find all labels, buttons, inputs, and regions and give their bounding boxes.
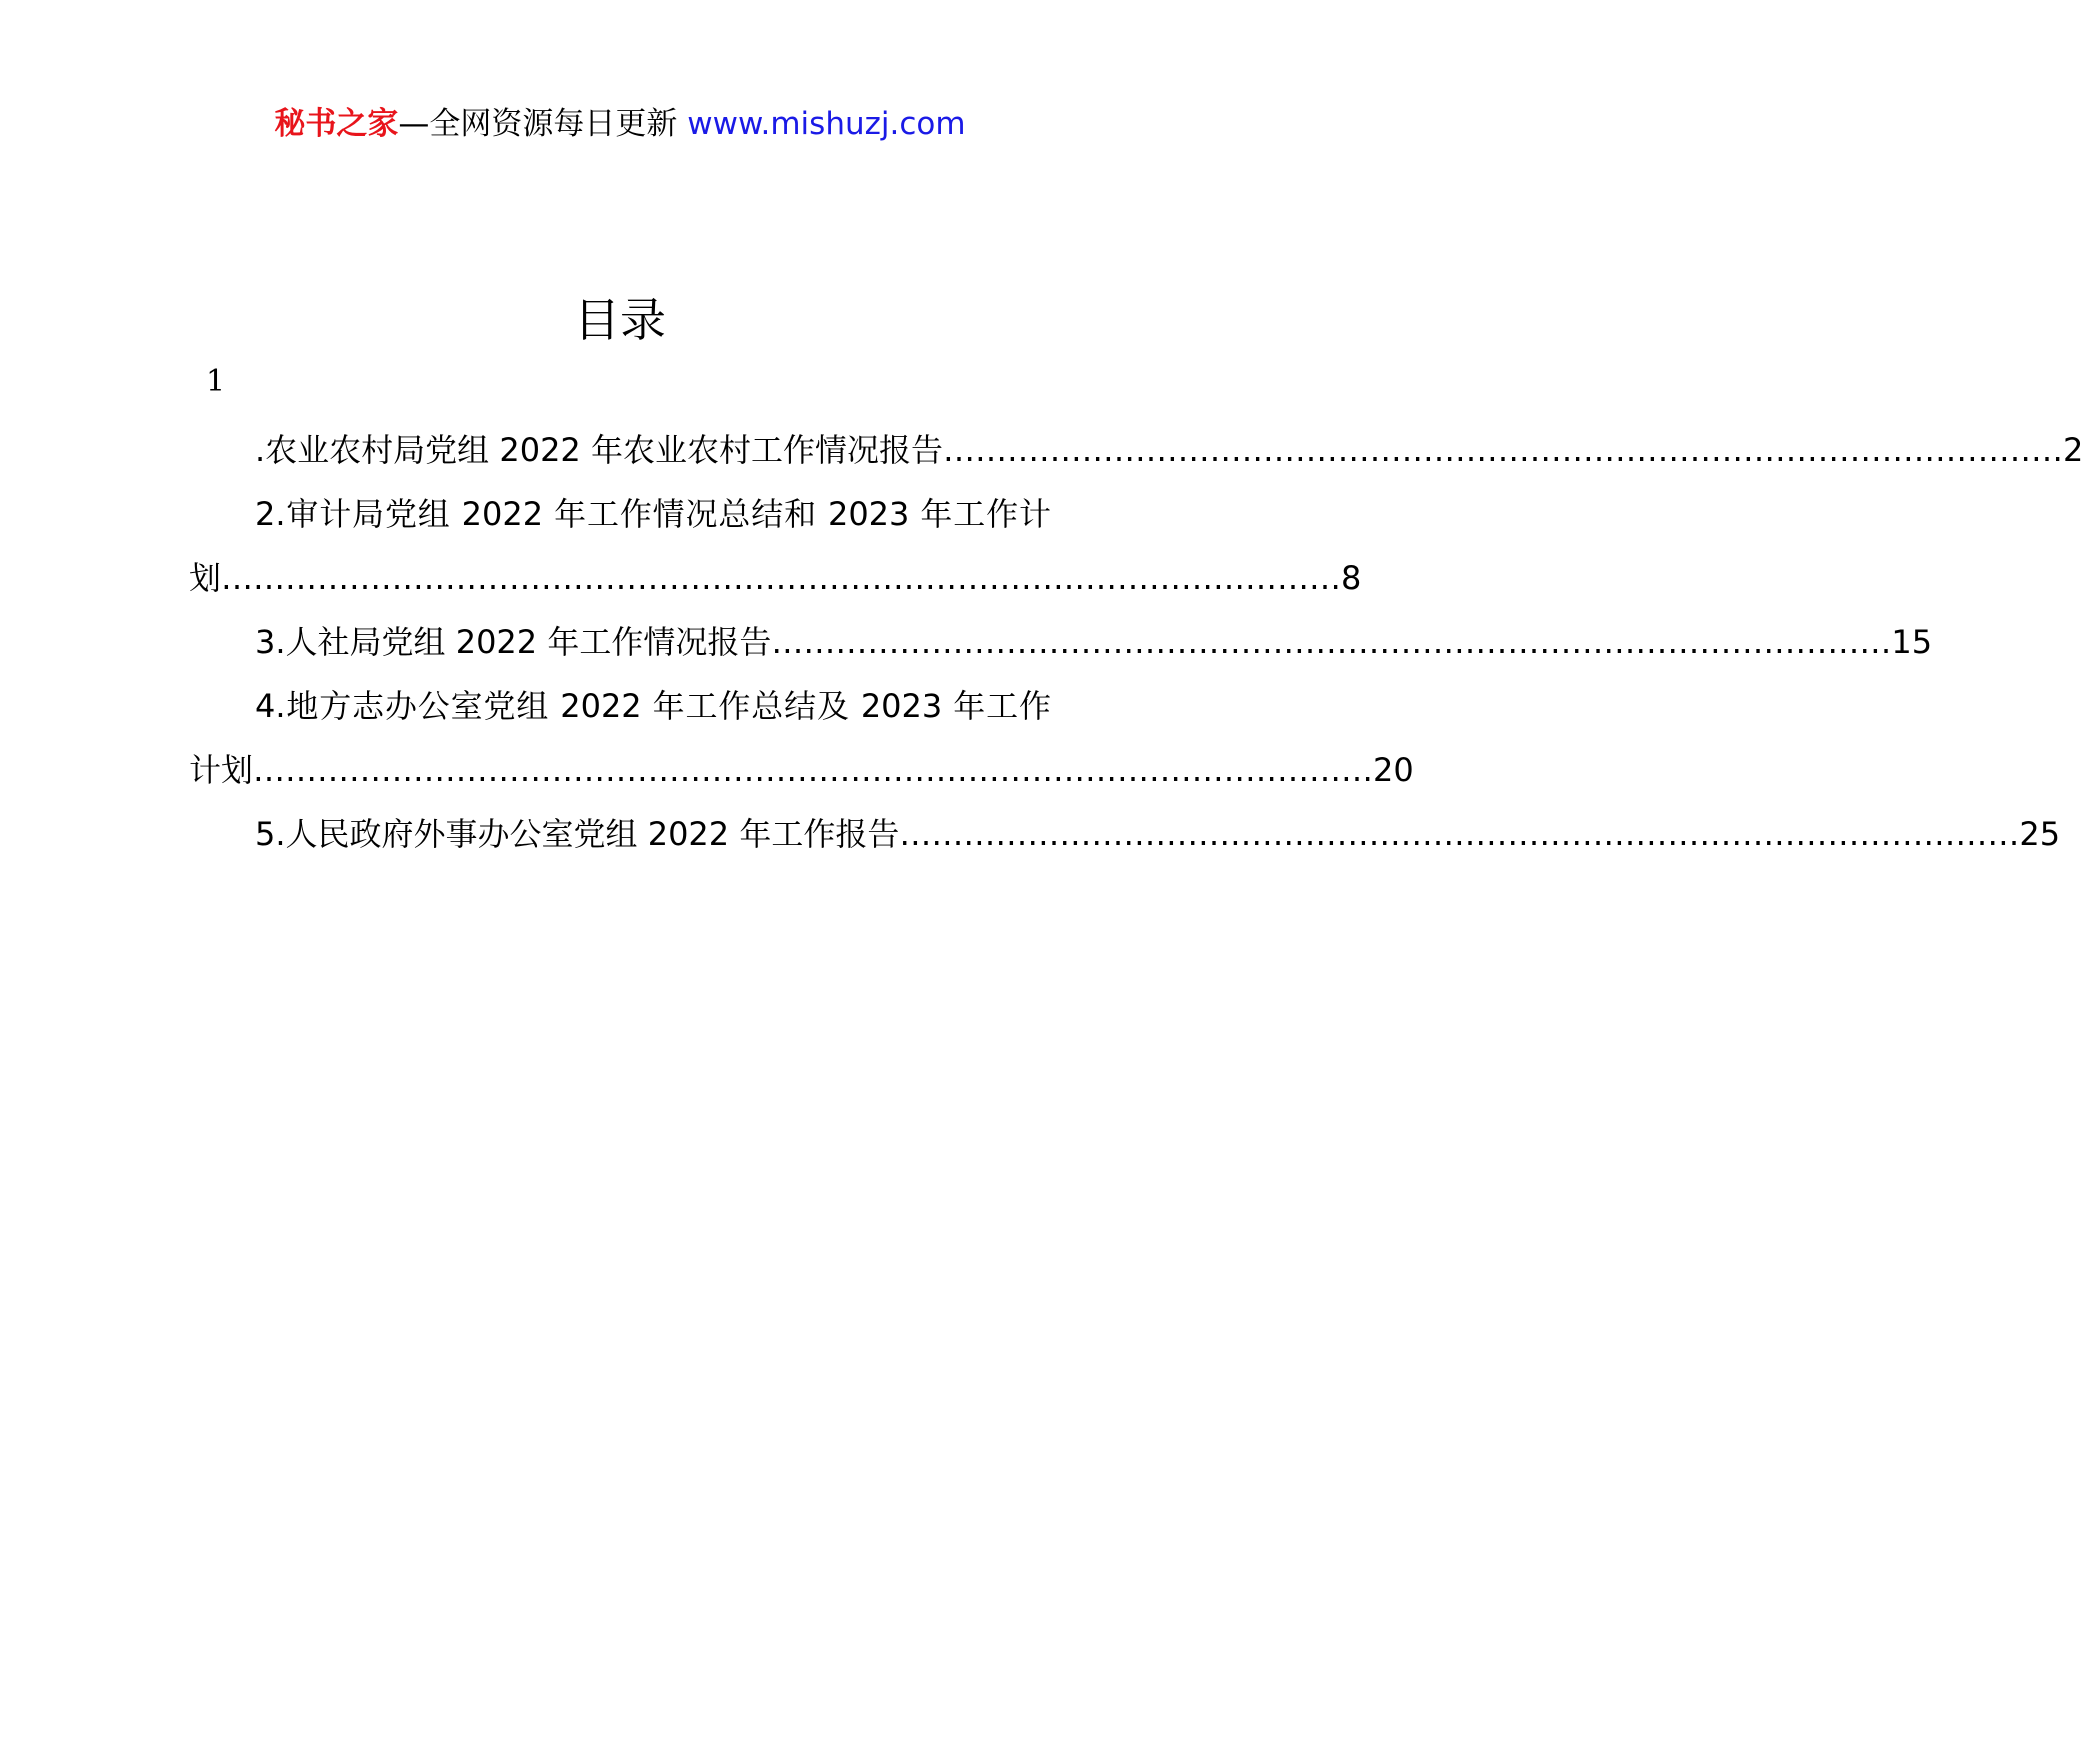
page-header: [0, 100, 1240, 148]
toc-entry-1-title: .农业农村局党组 2022 年农业农村工作情况报告: [255, 431, 943, 469]
toc-entry-2-title-cont: 划: [189, 559, 222, 597]
toc-entry-4-title-cont: 计划: [189, 751, 254, 789]
toc-entry-2-leader: ……………………………………………………………………………………………: [221, 559, 1342, 597]
toc-entry-3[interactable]: [189, 617, 1933, 669]
toc-entry-4-leader: ……………………………………………………………………………………………: [253, 751, 1374, 789]
toc-entry-4-title: 4.地方志办公室党组 2022 年工作总结及 2023 年工作: [255, 687, 1051, 725]
toc-entry-3-title: 3.人社局党组 2022 年工作情况报告: [255, 623, 772, 661]
header-site-link[interactable]: www.mishuzj.com: [687, 106, 966, 142]
toc-entry-1-leader: ……………………………………………………………………………………………: [942, 431, 2063, 469]
stray-number: 1: [206, 364, 226, 399]
header-tagline: —全网资源每日更新: [398, 106, 678, 142]
toc-entry-4-page: 20: [1373, 751, 1414, 789]
toc-entry-3-leader: ……………………………………………………………………………………………: [771, 623, 1892, 661]
toc-entry-4-line-2[interactable]: [189, 745, 1414, 797]
toc-entry-1[interactable]: [189, 425, 2083, 477]
toc-entry-5-title: 5.人民政府外事办公室党组 2022 年工作报告: [255, 815, 900, 853]
header-brand: 秘书之家: [274, 106, 399, 142]
toc-entry-2-line-1[interactable]: [189, 489, 1051, 541]
toc-entry-5-page: 25: [2019, 815, 2061, 853]
toc-entry-5-leader: ……………………………………………………………………………………………: [899, 815, 2020, 853]
toc-entry-3-page: 15: [1891, 623, 1933, 661]
toc-title: 目录: [574, 293, 666, 347]
toc-entry-2-title: 2.审计局党组 2022 年工作情况总结和 2023 年工作计: [255, 495, 1051, 533]
toc-entry-5[interactable]: [189, 809, 2061, 861]
toc-entry-2-page: 8: [1341, 559, 1362, 597]
toc-entry-1-page: 2: [2062, 431, 2083, 469]
toc-entry-2-line-2[interactable]: [189, 553, 1362, 605]
toc-entry-4-line-1[interactable]: [189, 681, 1051, 733]
